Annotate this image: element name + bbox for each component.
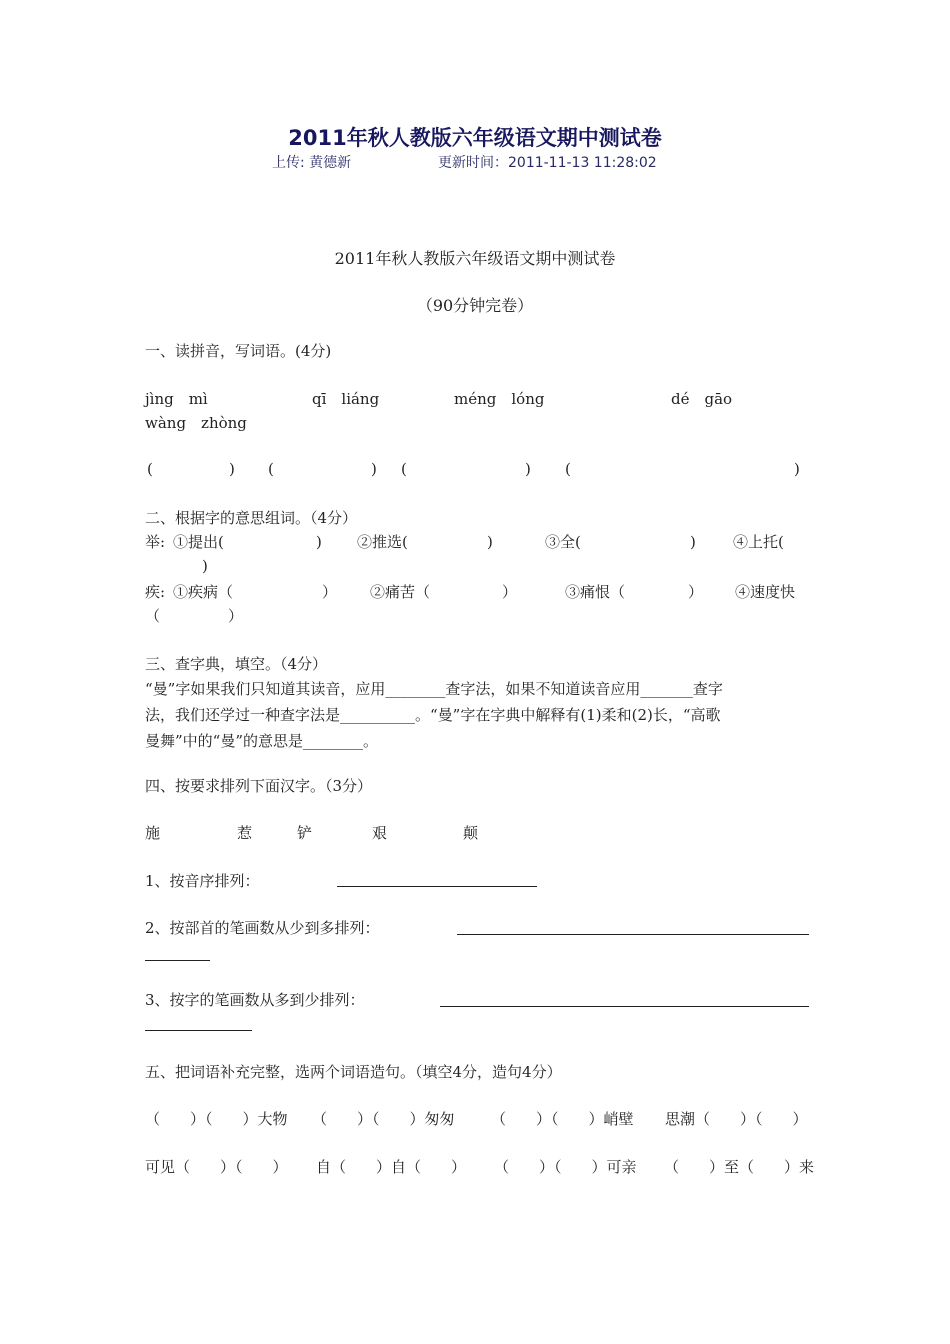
q2-ju-label: 举: (145, 533, 166, 551)
q5-row1-item-2: （ ）（ ）匆匆 (312, 1110, 455, 1128)
q2-ji-2-close: ） (502, 583, 518, 601)
q3-line-2: 法，我们还学过一种查字法是__________。“曼”字在字典中解释有(1)柔和(2)长，“高歌 (145, 706, 721, 724)
q4-item-2-blank-cont (145, 960, 210, 961)
q5-row2-item-2: 自（ ）自（ ） (316, 1158, 467, 1176)
q1-bracket-close-2: ) (371, 460, 377, 478)
q4-char-4: 艰 (372, 824, 388, 842)
q2-heading: 二、根据字的意思组词。（4分） (145, 509, 358, 527)
q5-row1-item-1: （ ）（ ）大物 (145, 1110, 288, 1128)
q1-bracket-close-4: ) (794, 460, 800, 478)
q2-ji-label: 疾: (145, 583, 166, 601)
q2-ju-3: ③全( (545, 533, 581, 551)
q4-item-1: 1、按音序排列： (145, 872, 260, 890)
q2-ju-4-close: ) (202, 557, 208, 575)
q5-row1-item-3: （ ）（ ）峭壁 (491, 1110, 634, 1128)
update-time-text: 更新时间：2011-11-13 11:28:02 (438, 155, 657, 171)
q2-ji-4-open: （ (145, 607, 161, 625)
q4-char-1: 施 (145, 824, 161, 842)
q2-ji-2: ②痛苦（ (370, 583, 431, 601)
q5-row2-item-3: （ ）（ ）可亲 (494, 1158, 637, 1176)
q4-item-3: 3、按字的笔画数从多到少排列： (145, 991, 365, 1009)
q2-ji-1-close: ） (322, 583, 338, 601)
q4-item-3-blank-cont (145, 1030, 252, 1031)
q2-ji-1: ①疾病（ (173, 583, 234, 601)
q2-ji-3: ③痛恨（ (565, 583, 626, 601)
paper-subtitle: （90分钟完卷） (416, 296, 534, 315)
q5-row2-item-1: 可见（ ）（ ） (145, 1158, 288, 1176)
q5-row2-item-4: （ ）至（ ）来 (664, 1158, 815, 1176)
q1-bracket-open-3: ( (401, 460, 407, 478)
q4-char-2: 惹 (237, 824, 253, 842)
q2-ju-3-close: ) (690, 533, 696, 551)
q1-bracket-close-3: ) (525, 460, 531, 478)
q2-ji-3-close: ） (688, 583, 704, 601)
q4-item-2: 2、按部首的笔画数从少到多排列： (145, 919, 380, 937)
q2-ju-2-close: ) (487, 533, 493, 551)
q4-item-3-blank (440, 1006, 809, 1007)
q3-line-3: 曼舞”中的“曼”的意思是________。 (145, 732, 379, 750)
q1-bracket-open-4: ( (565, 460, 571, 478)
q4-item-2-blank (457, 934, 809, 935)
q4-heading: 四、按要求排列下面汉字。（3分） (145, 777, 373, 795)
q2-ji-4: ④速度快 (735, 583, 796, 601)
paper-title: 2011年秋人教版六年级语文期中测试卷 (334, 249, 616, 268)
q1-bracket-open-2: ( (268, 460, 274, 478)
q1-bracket-close-1: ) (229, 460, 235, 478)
q4-char-3: 铲 (297, 824, 313, 842)
q3-line-1: “曼”字如果我们只知道其读音，应用________查字法，如果不知道读音应用_______查字 (145, 680, 723, 698)
q5-row1-item-4: 思潮（ ）（ ） (665, 1110, 808, 1128)
q1-bracket-open-1: ( (147, 460, 153, 478)
q1-pinyin-4: dé gāo (671, 390, 733, 408)
q4-char-5: 颠 (463, 824, 479, 842)
q2-ju-4: ④上托( (733, 533, 784, 551)
q1-heading: 一、读拼音，写词语。(4分) (145, 342, 332, 360)
q2-ji-4-close: ） (228, 607, 244, 625)
q1-pinyin-3: méng lóng (454, 390, 545, 408)
q1-pinyin-2: qī liáng (312, 390, 380, 408)
q2-ju-1: ①提出( (173, 533, 224, 551)
q1-pinyin-1: jìng mì (145, 390, 208, 408)
q2-ju-2: ②推选( (357, 533, 408, 551)
page-title: 2011年秋人教版六年级语文期中测试卷 (288, 126, 662, 150)
q5-heading: 五、把词语补充完整，选两个词语造句。（填空4分，造句4分） (145, 1063, 562, 1081)
q1-pinyin-5: wàng zhòng (145, 414, 247, 432)
q2-ju-1-close: ) (316, 533, 322, 551)
q3-heading: 三、查字典，填空。（4分） (145, 655, 328, 673)
uploader-text: 上传: 黄德新 (272, 155, 352, 171)
q4-item-1-blank (337, 886, 537, 887)
